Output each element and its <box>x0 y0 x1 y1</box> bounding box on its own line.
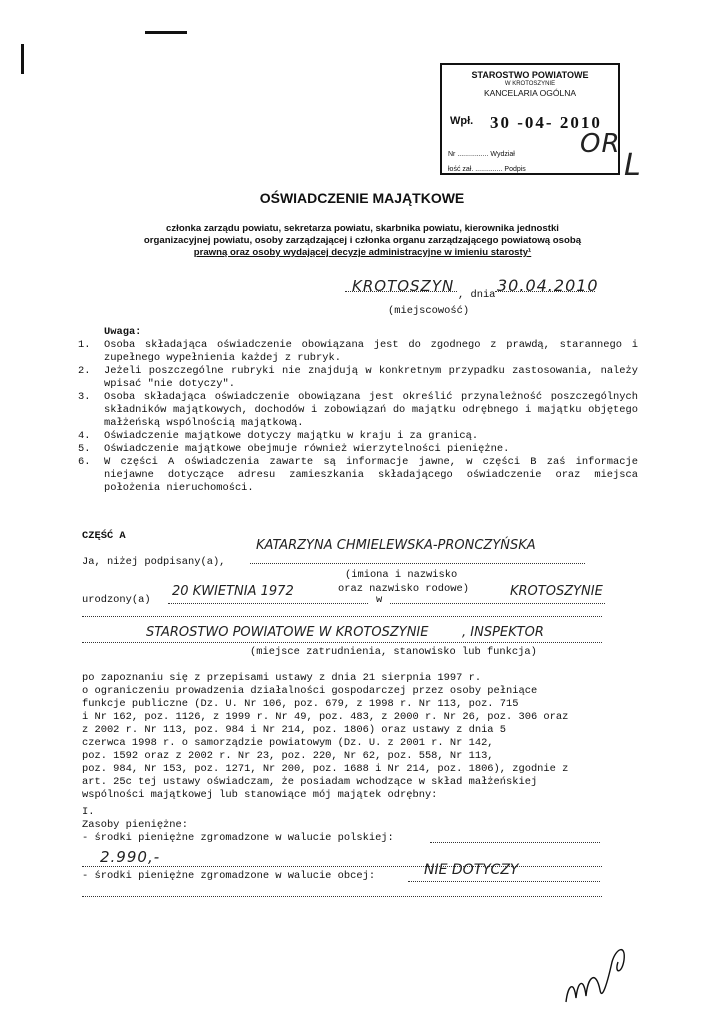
list-item <box>78 443 638 456</box>
list-item-text: Osoba składająca oświadczenie obowiązana jest do zgodnego z prawdą, starannego i zupełnego wypełnienia każdej z rubryk. <box>104 339 638 364</box>
list-item-text: Osoba składająca oświadczenie obowiązana jest określić przynależność poszczególnych składników majątkowych, dochodów i zobowiązań do majątku odrębnego i majątku objętego małżeńską wspólnością majątkową. <box>104 391 638 429</box>
foreign-label: - środki pieniężne zgromadzone w walucie obcej: <box>82 870 376 882</box>
list-item-number: 4. <box>78 430 91 442</box>
law-line: wspólności majątkowej lub stanowiące mój majątek odrębny: <box>82 789 438 801</box>
workplace-dotted-line <box>82 642 602 643</box>
place-value: KROTOSZYN <box>352 277 455 295</box>
position-value: , INSPEKTOR <box>462 625 544 640</box>
margin-mark-left <box>21 44 24 74</box>
list-item <box>78 365 638 391</box>
pln-label-dots <box>430 842 600 843</box>
born-date: 20 KWIETNIA 1972 <box>172 584 294 599</box>
stamp-wydzial-value: OR <box>580 129 621 159</box>
stamp-loscz-label: łość zał. .............. Podpis <box>448 166 526 173</box>
list-item-number: 3. <box>78 391 91 403</box>
law-line: o ograniczeniu prowadzenia działalności gospodarczej przez osoby pełniące <box>82 685 538 697</box>
handwritten-signature <box>560 940 640 1010</box>
stamp-nr-label: Nr ................ Wydział <box>448 151 515 158</box>
name-value: KATARZYNA CHMIELEWSKA-PRONCZYŃSKA <box>256 538 536 553</box>
workplace-caption: (miejsce zatrudnienia, stanowisko lub funkcja) <box>250 646 537 658</box>
born-place-dotted-line <box>390 603 605 604</box>
list-item <box>78 391 638 430</box>
born-place: KROTOSZYNIE <box>510 584 603 599</box>
law-line: poz. 1592 oraz z 2002 r. Nr 23, poz. 220, Nr 62, poz. 558, Nr 113, <box>82 750 494 762</box>
subtitle-line: członka zarządu powiatu, sekretarza powiatu, skarbnika powiatu, kierownika jednostki <box>166 223 559 234</box>
pln-value: 2.990,- <box>100 848 161 866</box>
place-caption: (miejscowość) <box>388 305 470 317</box>
list-item-number: 5. <box>78 443 91 455</box>
stamp-wpl-label: Wpł. <box>450 115 474 127</box>
subtitle-line: organizacyjnej powiatu, osoby zarządzającej i członka organu zarządzającego powiatową osobą <box>143 235 582 246</box>
list-item <box>78 456 638 495</box>
stamp-side-mark: L <box>624 148 642 183</box>
name-dotted-line <box>250 563 585 564</box>
date-value: 30.04.2010 <box>497 276 599 295</box>
law-line: czerwca 1998 r. o samorządzie powiatowym (Dz. U. z 2001 r. Nr 142, <box>82 737 494 749</box>
law-line: art. 25c tej ustawy oświadczam, że posiadam wchodzące w skład małżeńskiej <box>82 776 538 788</box>
law-line: po zapoznaniu się z przepisami ustawy z dnia 21 sierpnia 1997 r. <box>82 672 482 684</box>
list-item-text: Oświadczenie majątkowe dotyczy majątku w kraju i za granicą. <box>104 430 479 442</box>
date-dotted-line <box>495 291 595 292</box>
registration-stamp <box>440 63 620 175</box>
list-item-number: 2. <box>78 365 91 377</box>
born-label: urodzony(a) <box>82 594 151 606</box>
list-item-number: 1. <box>78 339 91 351</box>
place-dotted-line <box>345 291 457 292</box>
uwaga-list <box>78 339 638 495</box>
stamp-line-1: STAROSTWO POWIATOWE <box>471 70 589 80</box>
law-line: i Nr 162, poz. 1126, z 1999 r. Nr 49, poz. 483, z 2000 r. Nr 26, poz. 306 oraz <box>82 711 569 723</box>
law-line: poz. 984, Nr 153, poz. 1271, Nr 200, poz. 1688 i Nr 214, poz. 1806), zgodnie z <box>82 763 569 775</box>
dotted-line <box>82 616 602 617</box>
list-item <box>78 339 638 365</box>
stamp-line-2: W KROTOSZYNIE <box>504 81 556 87</box>
list-item-number: 6. <box>78 456 91 468</box>
foreign-value: NIE DOTYCZY <box>424 862 519 878</box>
name-caption-1: (imiona i nazwisko <box>345 569 458 581</box>
part-a-heading: CZĘŚĆ A <box>82 530 126 542</box>
pln-dotted-line <box>82 866 602 867</box>
workplace-value: STAROSTWO POWIATOWE W KROTOSZYNIE <box>146 625 429 640</box>
list-item-text: W części A oświadczenia zawarte są informacje jawne, w części B zaś informacje niejawne dotyczące adresu zamieszkania składającego oświadczenie oraz miejsca położenia nieruchomości. <box>104 456 638 494</box>
stamp-line-3: KANCELARIA OGÓLNA <box>483 88 577 98</box>
stamp-date: 30 -04- 2010 <box>490 113 602 132</box>
ja-label: Ja, niżej podpisany(a), <box>82 556 226 568</box>
law-text <box>82 672 622 802</box>
dnia-label: , dnia <box>458 289 496 301</box>
section-1-heading: Zasoby pieniężne: <box>82 819 189 831</box>
uwaga-heading: Uwaga: <box>104 326 142 338</box>
list-item-text: Jeżeli poszczególne rubryki nie znajdują w konkretnym przypadku zastosowania, należy wpisać "nie dotyczy". <box>104 365 638 390</box>
born-dotted-line <box>168 603 368 604</box>
pln-label: - środki pieniężne zgromadzone w walucie polskiej: <box>82 832 394 844</box>
section-1-roman: I. <box>82 806 95 818</box>
born-w-label: w <box>376 594 383 606</box>
list-item-text: Oświadczenie majątkowe obejmuje również wierzytelności pieniężne. <box>104 443 510 455</box>
name-caption-2: oraz nazwisko rodowe) <box>338 583 469 595</box>
dotted-line <box>82 896 602 897</box>
margin-mark-top <box>145 31 187 34</box>
foreign-dotted-line <box>408 881 600 882</box>
document-title: OŚWIADCZENIE MAJĄTKOWE <box>259 190 465 206</box>
law-line: z 2002 r. Nr 113, poz. 984 i Nr 214, poz. 1806) oraz ustawy z dnia 5 <box>82 724 507 736</box>
subtitle-line: prawną oraz osoby wydającej decyzje administracyjne w imieniu starosty¹ <box>193 247 532 258</box>
list-item <box>78 430 638 443</box>
law-line: funkcje publiczne (Dz. U. Nr 106, poz. 679, z 1998 r. Nr 113, poz. 715 <box>82 698 519 710</box>
document-subtitle <box>90 223 635 259</box>
